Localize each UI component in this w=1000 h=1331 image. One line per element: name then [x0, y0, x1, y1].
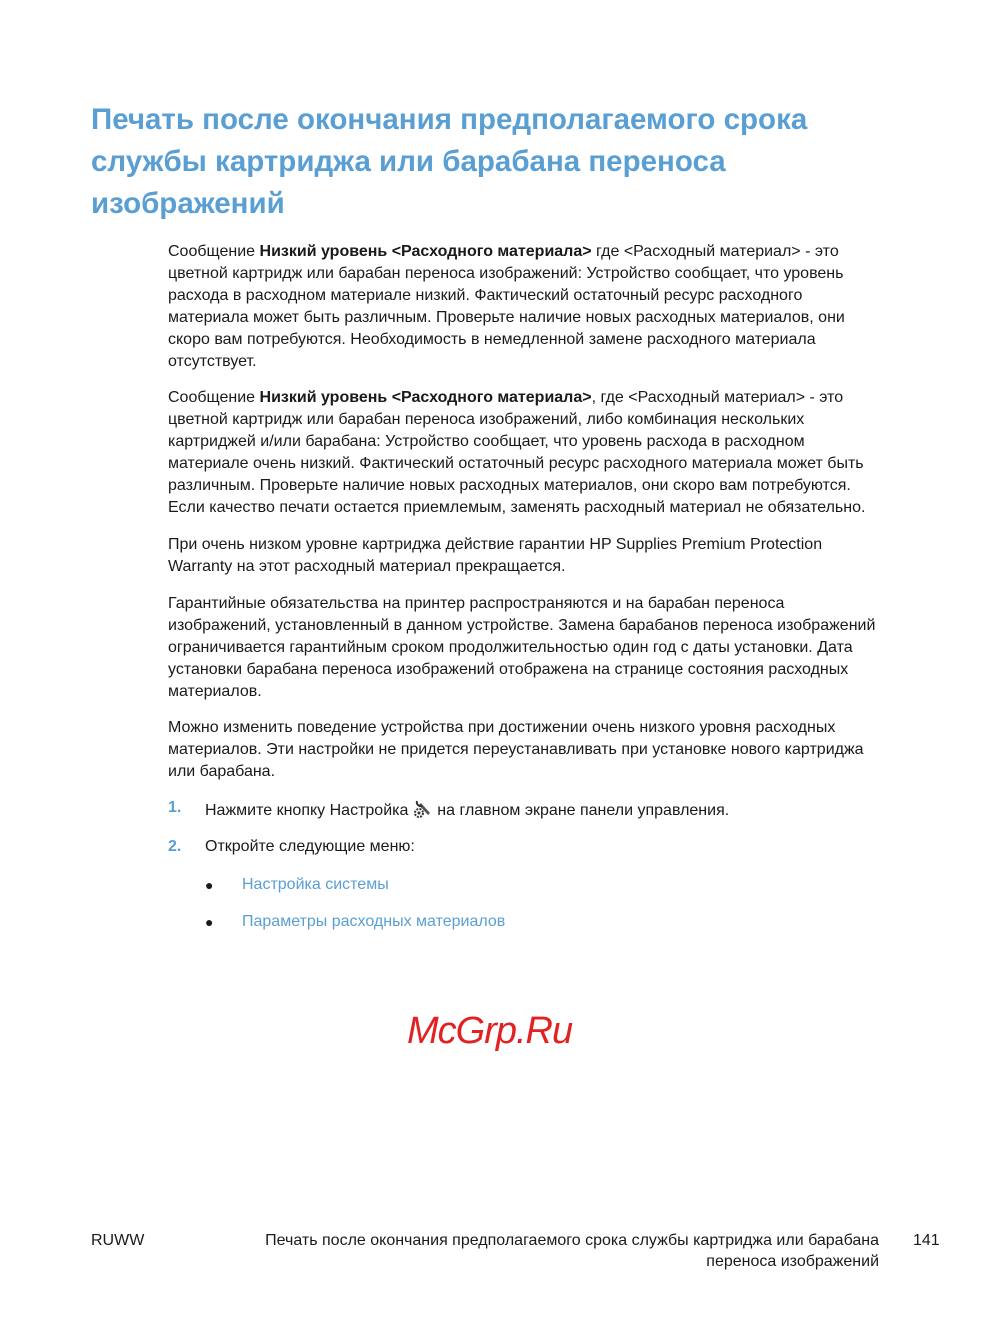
- bold-text: Низкий уровень <Расходного материала>: [259, 389, 592, 406]
- text-segment: Можно изменить поведение устройства при достижении очень низкого уровня расходных: [168, 719, 836, 736]
- step-text-before: Нажмите кнопку Настройка: [205, 802, 413, 819]
- text-line: [168, 409, 865, 431]
- text-segment: изображений, установленный в данном устройстве. Замена барабанов переноса изображений: [168, 617, 876, 634]
- text-segment: Гарантийные обязательства на принтер распространяются и на барабан переноса: [168, 595, 785, 612]
- text-segment: картриджей и/или барабана: Устройство сообщает, что уровень расхода в расходном: [168, 433, 805, 450]
- paragraph-warranty-end: [168, 534, 822, 578]
- footer-line: Печать после окончания предполагаемого срока службы картриджа или барабана: [265, 1232, 879, 1249]
- text-segment: , где <Расходный материал> - это: [591, 389, 844, 406]
- text-line: [168, 263, 845, 285]
- menu-link-supply-settings[interactable]: Параметры расходных материалов: [242, 913, 506, 930]
- text-line: [168, 387, 865, 409]
- text-line: [168, 615, 875, 637]
- text-line: [168, 717, 864, 739]
- text-segment: Warranty на этот расходный материал прекращается.: [168, 558, 566, 575]
- text-line: [168, 329, 845, 351]
- step-number: 1.: [168, 799, 182, 816]
- paragraph-very-low-supply: [168, 387, 865, 519]
- text-segment: Сообщение: [168, 389, 260, 406]
- text-line: [168, 475, 865, 497]
- step-number: 2.: [168, 838, 182, 855]
- step-text: Откройте следующие меню:: [205, 838, 415, 855]
- text-segment: материалов.: [168, 683, 262, 700]
- text-segment: Если качество печати остается приемлемым, заменять расходный материал не обязательно.: [168, 499, 866, 516]
- title-line: изображений: [91, 187, 285, 220]
- text-line: [168, 556, 822, 578]
- step-text: [205, 799, 729, 820]
- text-line: [168, 453, 865, 475]
- text-segment: цветной картридж или барабан переноса изображений: Устройство сообщает, что уровень: [168, 265, 844, 282]
- step-text-after: на главном экране панели управления.: [432, 802, 730, 819]
- page-title: [91, 99, 807, 225]
- text-line: [168, 307, 845, 329]
- text-segment: Сообщение: [168, 243, 260, 260]
- footer-section-title: [265, 1230, 879, 1272]
- bullet: ●: [205, 914, 214, 930]
- paragraph-low-supply: [168, 241, 845, 373]
- page-number: 141: [913, 1232, 940, 1249]
- text-line: [168, 593, 875, 615]
- text-segment: материалов. Эти настройки не придется переустанавливать при установке нового картриджа: [168, 741, 864, 758]
- text-line: [168, 241, 845, 263]
- text-segment: где <Расходный материал> - это: [591, 243, 839, 260]
- footer-line: переноса изображений: [706, 1253, 879, 1270]
- bullet: ●: [205, 877, 214, 893]
- bold-text: Низкий уровень <Расходного материала>: [259, 243, 592, 260]
- text-segment: ограничивается гарантийным сроком продолжительностью один год с даты установки. Дата: [168, 639, 853, 656]
- text-line: [168, 739, 864, 761]
- text-line: [168, 637, 875, 659]
- footer-left: RUWW: [91, 1232, 145, 1249]
- watermark: McGrp.Ru: [407, 1010, 573, 1052]
- text-segment: материала может быть различным. Проверьте наличие новых расходных материалов, они: [168, 309, 845, 326]
- text-segment: или барабана.: [168, 763, 276, 780]
- text-line: [168, 351, 845, 373]
- text-line: [168, 681, 875, 703]
- text-line: [168, 497, 865, 519]
- text-line: [168, 431, 865, 453]
- text-line: [168, 761, 864, 783]
- text-line: [168, 659, 875, 681]
- text-line: [168, 534, 822, 556]
- text-segment: цветной картридж или барабан переноса изображений, либо комбинация нескольких: [168, 411, 805, 428]
- text-segment: различным. Проверьте наличие новых расходных материалов, они скоро вам потребуются.: [168, 477, 851, 494]
- paragraph-change-behaviour: [168, 717, 864, 783]
- menu-link-system-setup[interactable]: Настройка системы: [242, 876, 389, 893]
- text-segment: установки барабана переноса изображений отображена на странице состояния расходных: [168, 661, 849, 678]
- title-line: Печать после окончания предполагаемого срока: [91, 103, 808, 136]
- text-line: [168, 285, 845, 307]
- text-segment: материале очень низкий. Фактический остаточный ресурс расходного материала может быть: [168, 455, 864, 472]
- title-line: службы картриджа или барабана переноса: [91, 145, 726, 178]
- text-segment: При очень низком уровне картриджа действие гарантии HP Supplies Premium Protection: [168, 536, 823, 553]
- text-segment: расхода в расходном материале низкий. Фактический остаточный ресурс расходного: [168, 287, 803, 304]
- text-segment: скоро вам потребуются. Необходимость в немедленной замене расходного материала: [168, 331, 816, 348]
- paragraph-drum-warranty: [168, 593, 875, 703]
- text-segment: отсутствует.: [168, 353, 257, 370]
- wrench-gear-icon: [413, 799, 433, 819]
